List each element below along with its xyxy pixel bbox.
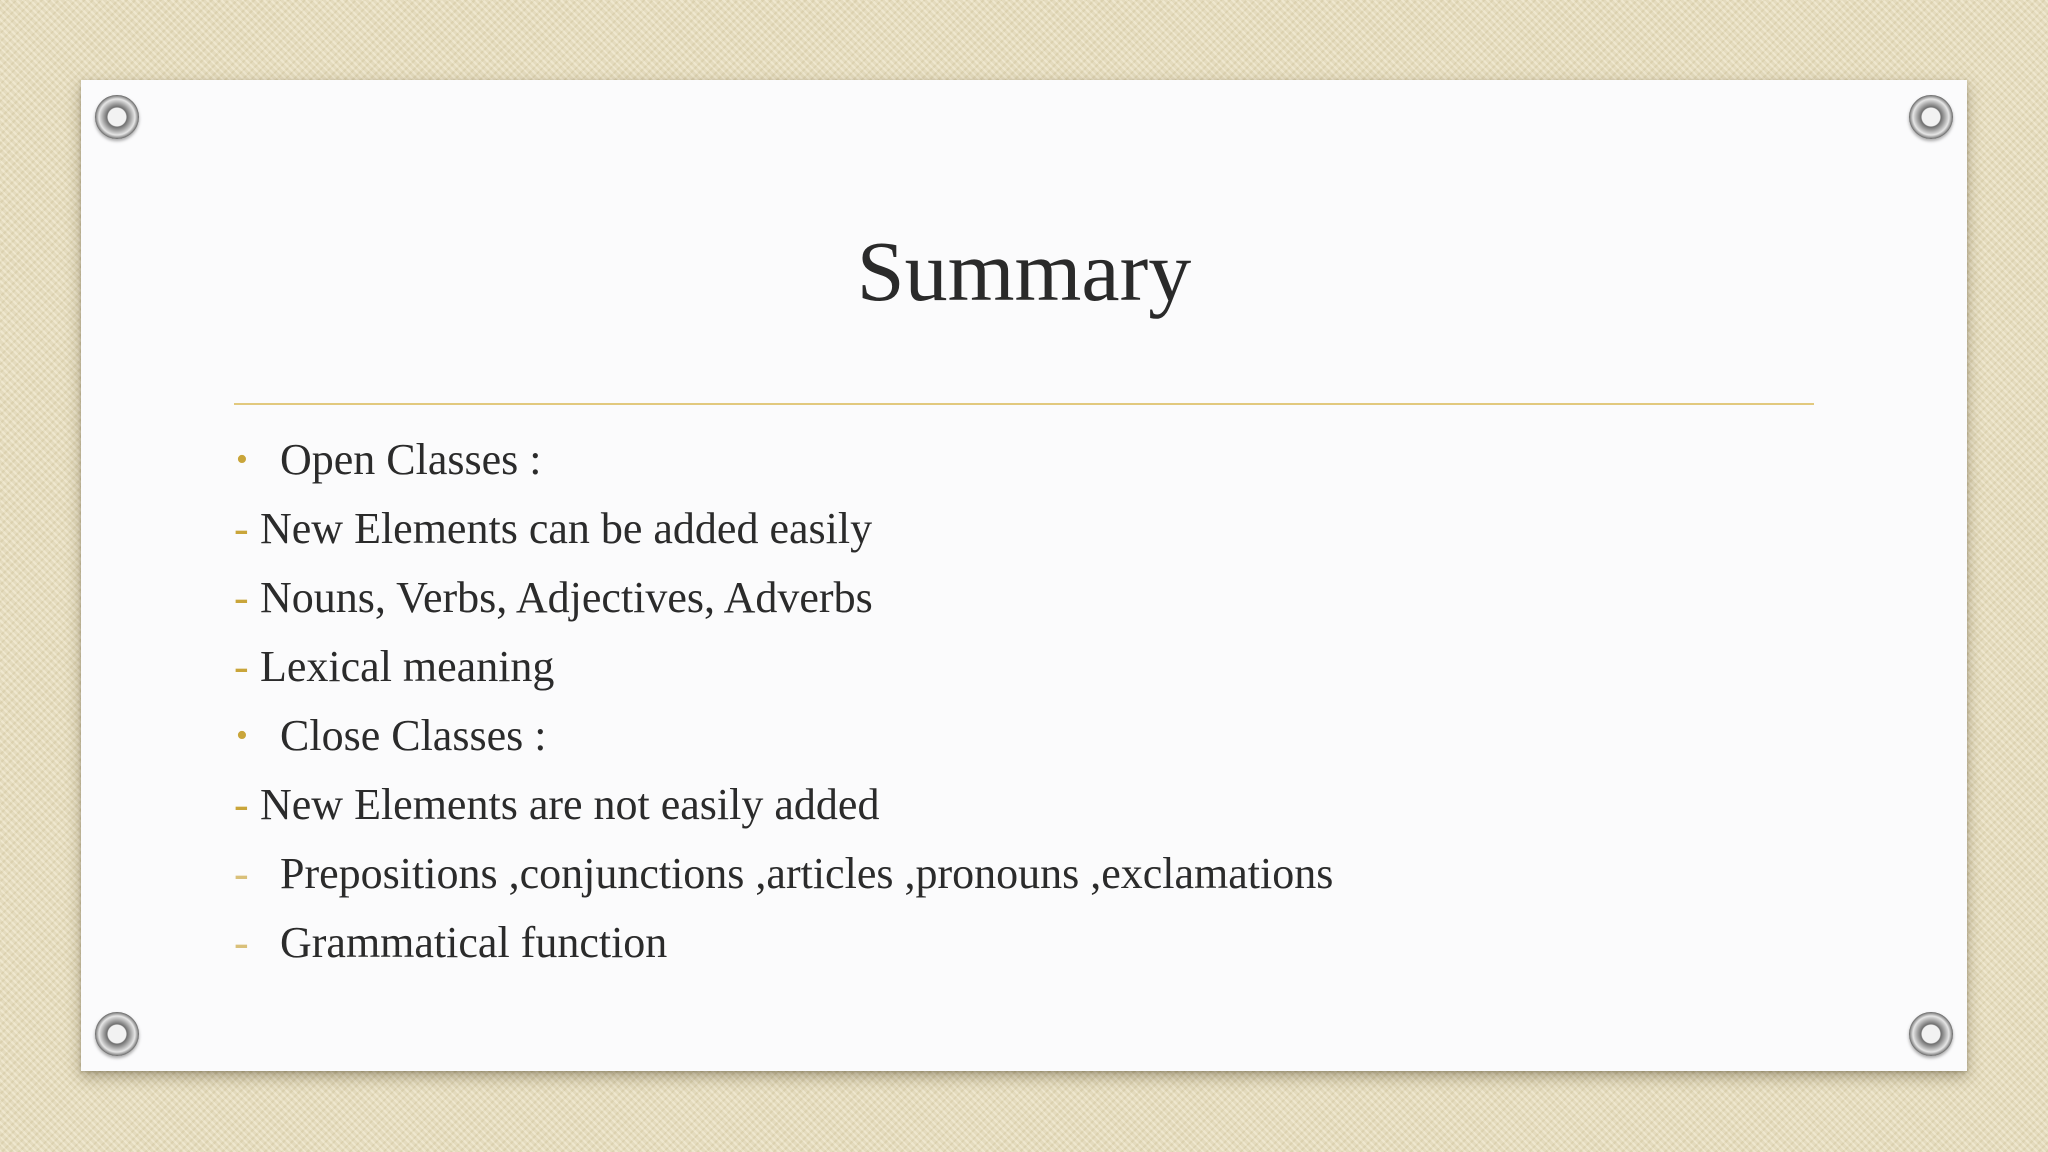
grommet-icon <box>95 1012 139 1056</box>
list-item-text: Nouns, Verbs, Adjectives, Adverbs <box>260 573 873 622</box>
dash-marker: - <box>234 573 249 622</box>
list-item-text: New Elements can be added easily <box>260 504 873 553</box>
grommet-icon <box>1909 95 1953 139</box>
title-divider <box>234 403 1814 405</box>
slide-title: Summary <box>856 223 1192 319</box>
list-item <box>234 425 1814 494</box>
bullet-icon: • <box>236 441 248 478</box>
dash-marker: - <box>234 780 249 829</box>
list-item-text: Grammatical function <box>280 918 668 967</box>
list-item <box>234 839 1814 908</box>
list-item <box>234 632 1814 701</box>
list-item-text: Close Classes : <box>280 711 547 760</box>
list-item-text: Open Classes : <box>280 435 542 484</box>
slide-card <box>81 80 1967 1071</box>
grommet-icon <box>1909 1012 1953 1056</box>
slide-content <box>234 425 1814 977</box>
list-item-text: New Elements are not easily added <box>260 780 880 829</box>
list-item <box>234 563 1814 632</box>
bullet-icon: • <box>236 717 248 754</box>
dash-marker: - <box>234 849 249 898</box>
list-item <box>234 770 1814 839</box>
list-item-text: Prepositions ,conjunctions ,articles ,pronouns ,exclamations <box>280 849 1334 898</box>
list-item <box>234 494 1814 563</box>
list-item-text: Lexical meaning <box>260 642 555 691</box>
dash-marker: - <box>234 504 249 553</box>
list-item <box>234 908 1814 977</box>
dash-marker: - <box>234 918 249 967</box>
list-item <box>234 701 1814 770</box>
grommet-icon <box>95 95 139 139</box>
dash-marker: - <box>234 642 249 691</box>
